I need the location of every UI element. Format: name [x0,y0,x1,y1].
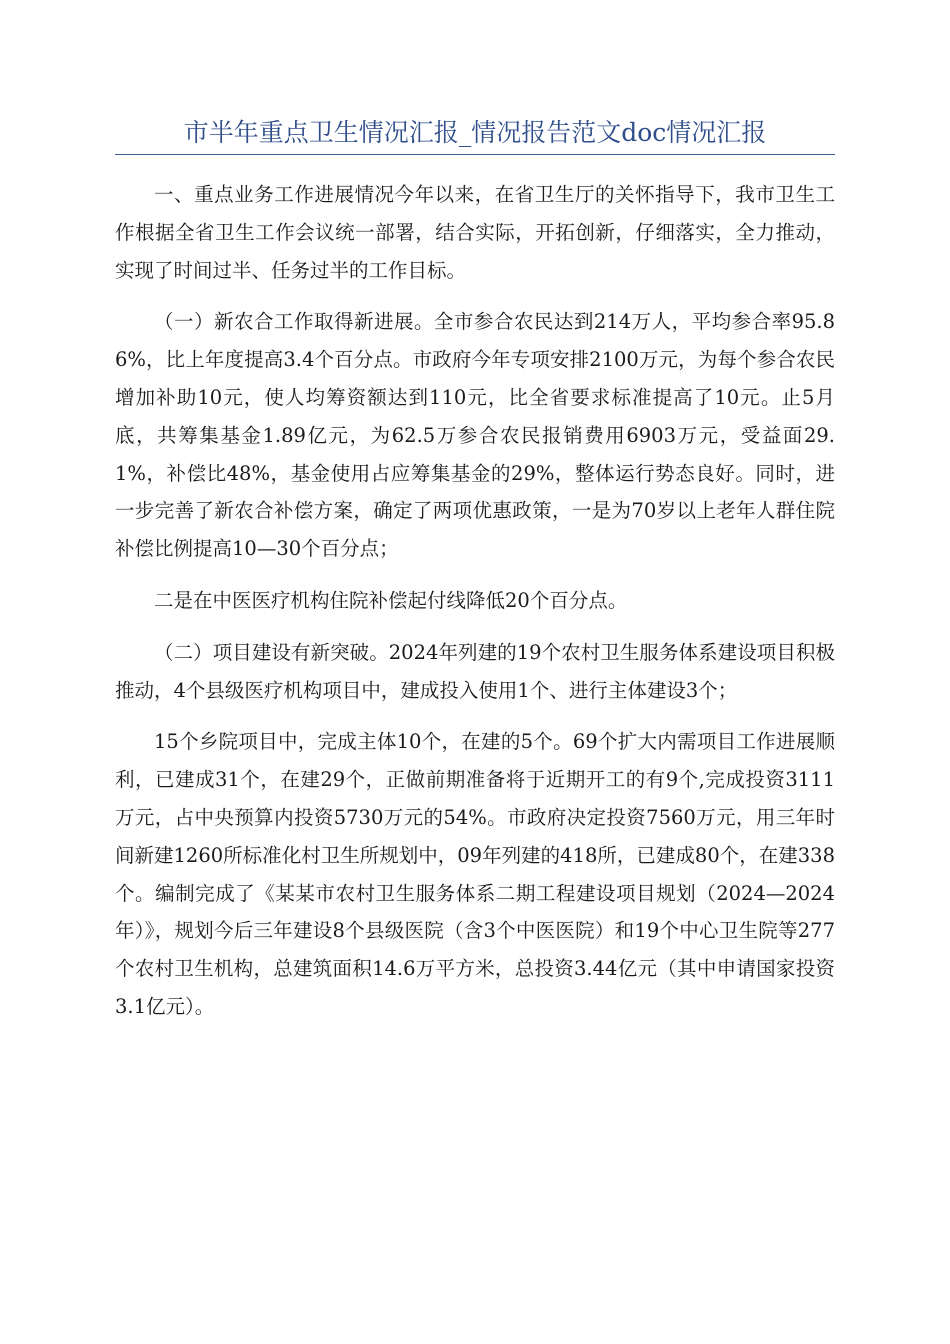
document-title: 市半年重点卫生情况汇报_情况报告范文doc情况汇报 [183,118,767,147]
paragraph-project-construction: （二）项目建设有新突破。2024年列建的19个农村卫生服务体系建设项目积极推动，4个县级医疗机构项目中，建成投入使用1个、进行主体建设3个； [115,640,835,702]
document-body [115,176,835,1040]
paragraph-new-rural-cooperative: （一）新农合工作取得新进展。全市参合农民达到214万人，平均参合率95.86%，比上年度提高3.4个百分点。市政府今年专项安排2100万元，为每个参合农民增加补助10元，使人均筹资额达到110元，比全省要求标准提高了10元。止5月底，共筹集基金1.89亿元，为62.5万参合农民报销费用6903万元，受益面29.1%，补偿比48%，基金使用占应筹集基金的29%，整体运行势态良好。同时，进一步完善了新农合补偿方案，确定了两项优惠政策，一是为70岁以上老年人群住院补偿比例提高10—30个百分点； [115,310,835,561]
title-underline [115,154,835,155]
paragraph-intro: 一、重点业务工作进展情况今年以来，在省卫生厅的关怀指导下，我市卫生工作根据全省卫生工作会议统一部署，结合实际，开拓创新，仔细落实，全力推动，实现了时间过半、任务过半的工作目标。 [115,183,835,282]
paragraph-township-projects: 15个乡院项目中，完成主体10个，在建的5个。69个扩大内需项目工作进展顺利，已建成31个，在建29个，正做前期准备将于近期开工的有9个,完成投资3111万元，占中央预算内投资5730万元的54%。市政府决定投资7560万元，用三年时间新建1260所标准化村卫生所规划中，09年列建的418所，已建成80个，在建338个。编制完成了《某某市农村卫生服务体系二期工程建设项目规划（2024—2024年）》，规划今后三年建设8个县级医院（含3个中医医院）和19个中心卫生院等277个农村卫生机构，总建筑面积14.6万平方米，总投资3.44亿元（其中申请国家投资3.1亿元）。 [115,730,835,1018]
paragraph-tcm-compensation: 二是在中医医疗机构住院补偿起付线降低20个百分点。 [154,588,628,612]
